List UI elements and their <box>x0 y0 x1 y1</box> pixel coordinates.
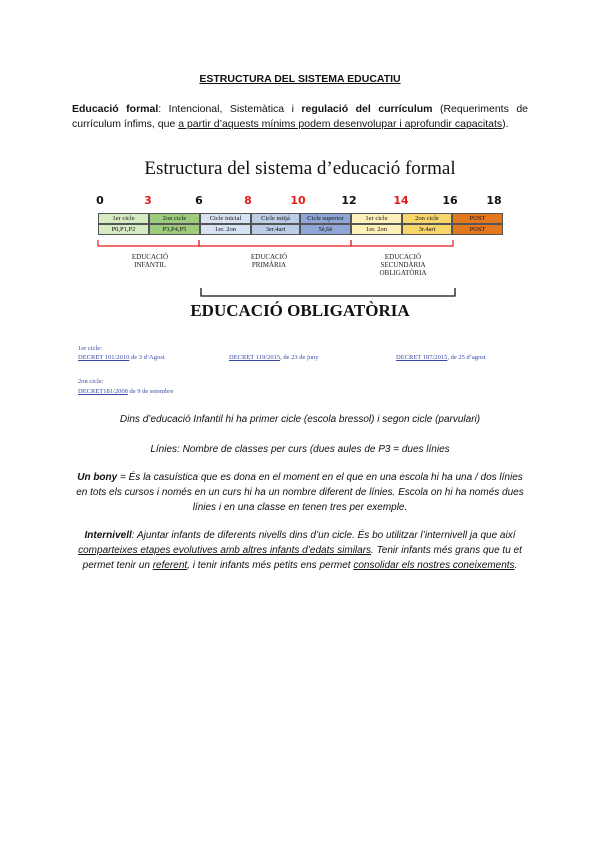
ref-cycle1-label: 1er cicle: <box>78 345 102 352</box>
stage-secundaria-line3: OBLIGATÒRIA <box>379 269 427 277</box>
internivell-term: Internivell <box>84 530 132 541</box>
ref-decree-4 <box>78 388 173 395</box>
decree-4-link[interactable]: DECRET181/2008 <box>78 388 128 395</box>
cycle-cell: 1er cicle <box>351 213 402 224</box>
bony-term: Un bony <box>77 472 118 483</box>
internivell-underline-2: referent <box>152 560 188 571</box>
stage-primaria-line1: EDUCACIÓ <box>250 253 288 261</box>
intro-underlined: a partir d’aquests mínims podem desenvolupar i aprofundir capacitats <box>178 118 503 130</box>
stage-secundaria-line2: SECUNDÀRIA <box>380 261 426 269</box>
course-cell: P0,P1,P2 <box>98 224 149 235</box>
age-tick-0: 0 <box>96 194 104 207</box>
bracket-secundaria <box>351 240 453 246</box>
decree-1-link[interactable]: DECRET 101/2010 <box>78 354 130 361</box>
age-tick-16: 16 <box>442 194 458 207</box>
course-cell: 1er. 2on <box>351 224 402 235</box>
cycle-cell: Cicle superior <box>300 213 351 224</box>
age-tick-12: 12 <box>341 194 357 207</box>
age-tick-18: 18 <box>486 194 502 207</box>
cycle-cell: 1er cicle <box>98 213 149 224</box>
bony-text: = És la casuística que es dona en el moment en el que en una escola hi ha una / dos línies en tots els cursos i només en un curs hi ha un nombre diferent de línies. Escola on hi ha només dues línies i en una classe en tenen tres per exemple. <box>76 472 524 513</box>
cycle-cell: 2on cicle <box>149 213 200 224</box>
intro-text-2: (Requeriments de currículum ínfims, que <box>72 103 528 130</box>
course-cell: 3er.4art <box>251 224 300 235</box>
internivell-underline-3: consolidar els nostres coneixements <box>353 560 515 571</box>
paragraph-linies: Línies: Nombre de classes per curs (dues aules de P3 = dues línies <box>150 444 450 455</box>
course-cell-post: POST <box>452 224 503 235</box>
decree-1-date: de 3 d’Agost <box>129 354 165 361</box>
intro-term: Educació formal <box>72 103 159 115</box>
age-tick-10: 10 <box>290 194 306 207</box>
intro-bold-curriculum: regulació del currículum <box>301 103 433 115</box>
bracket-infantil <box>98 240 199 246</box>
ref-decree-2 <box>229 354 319 361</box>
internivell-text-c: , i tenir infants més petits ens permet <box>187 560 354 571</box>
intro-end: ). <box>502 118 509 130</box>
age-tick-6: 6 <box>195 194 203 207</box>
intro-text-1: : Intencional, Sistemàtica i <box>158 103 302 115</box>
cycle-cell: 2on cicle <box>402 213 452 224</box>
stage-secundaria <box>364 253 442 277</box>
course-cell: 3r.4art <box>402 224 452 235</box>
course-cell: 5è,6è <box>300 224 351 235</box>
stage-infantil-line1: EDUCACIÓ <box>131 253 169 261</box>
decree-3-link[interactable]: DECRET 187/2015 <box>396 354 448 361</box>
stage-primaria-line2: PRIMÀRIA <box>251 261 287 269</box>
page-title: ESTRUCTURA DEL SISTEMA EDUCATIU <box>199 73 401 85</box>
ref-cycle2-label: 2on cicle: <box>78 378 104 385</box>
paragraph-bony <box>72 470 528 515</box>
bracket-obligatoria <box>201 288 455 296</box>
internivell-text-b: . Tenir infants més grans que tu et permet tenir un <box>82 545 522 571</box>
internivell-underline-1: comparteixes etapes evolutives amb altres infants d’edats similars <box>78 545 372 556</box>
course-cell: 1er. 2on <box>200 224 251 235</box>
stage-primaria <box>237 253 301 269</box>
figure-title: Estructura del sistema d’educació formal <box>144 158 456 179</box>
stage-infantil <box>118 253 182 269</box>
age-tick-8: 8 <box>244 194 252 207</box>
bracket-primaria <box>199 240 351 246</box>
cycle-cell: Cicle inicial <box>200 213 251 224</box>
paragraph-infantil: Dins d’educació Infantil hi ha primer cicle (escola bressol) i segon cicle (parvulari) <box>119 414 481 425</box>
decree-3-date: , de 25 d’agost <box>447 354 486 361</box>
course-cell: P3,P4,P5 <box>149 224 200 235</box>
stage-secundaria-line1: EDUCACIÓ <box>384 253 422 261</box>
internivell-text-a: : Ajuntar infants de diferents nivells dins d’un cicle. És bo utilitzar l’internivell ja que així <box>131 530 516 541</box>
decree-2-date: , de 23 de juny <box>280 354 319 361</box>
paragraph-internivell <box>72 528 528 573</box>
stage-infantil-line2: INFANTIL <box>134 261 166 269</box>
age-tick-14: 14 <box>393 194 409 207</box>
cycle-cell: Cicle mitjà <box>251 213 300 224</box>
cycle-cell-post: POST <box>452 213 503 224</box>
decree-4-date: de 9 de setembre <box>127 388 174 395</box>
ref-decree-3 <box>396 354 486 361</box>
obligatory-label: EDUCACIÓ OBLIGATÒRIA <box>190 301 410 320</box>
age-tick-3: 3 <box>144 194 152 207</box>
internivell-text-d: . <box>514 560 518 571</box>
ref-decree-1 <box>78 354 165 361</box>
decree-2-link[interactable]: DECRET 119/2015 <box>229 354 281 361</box>
